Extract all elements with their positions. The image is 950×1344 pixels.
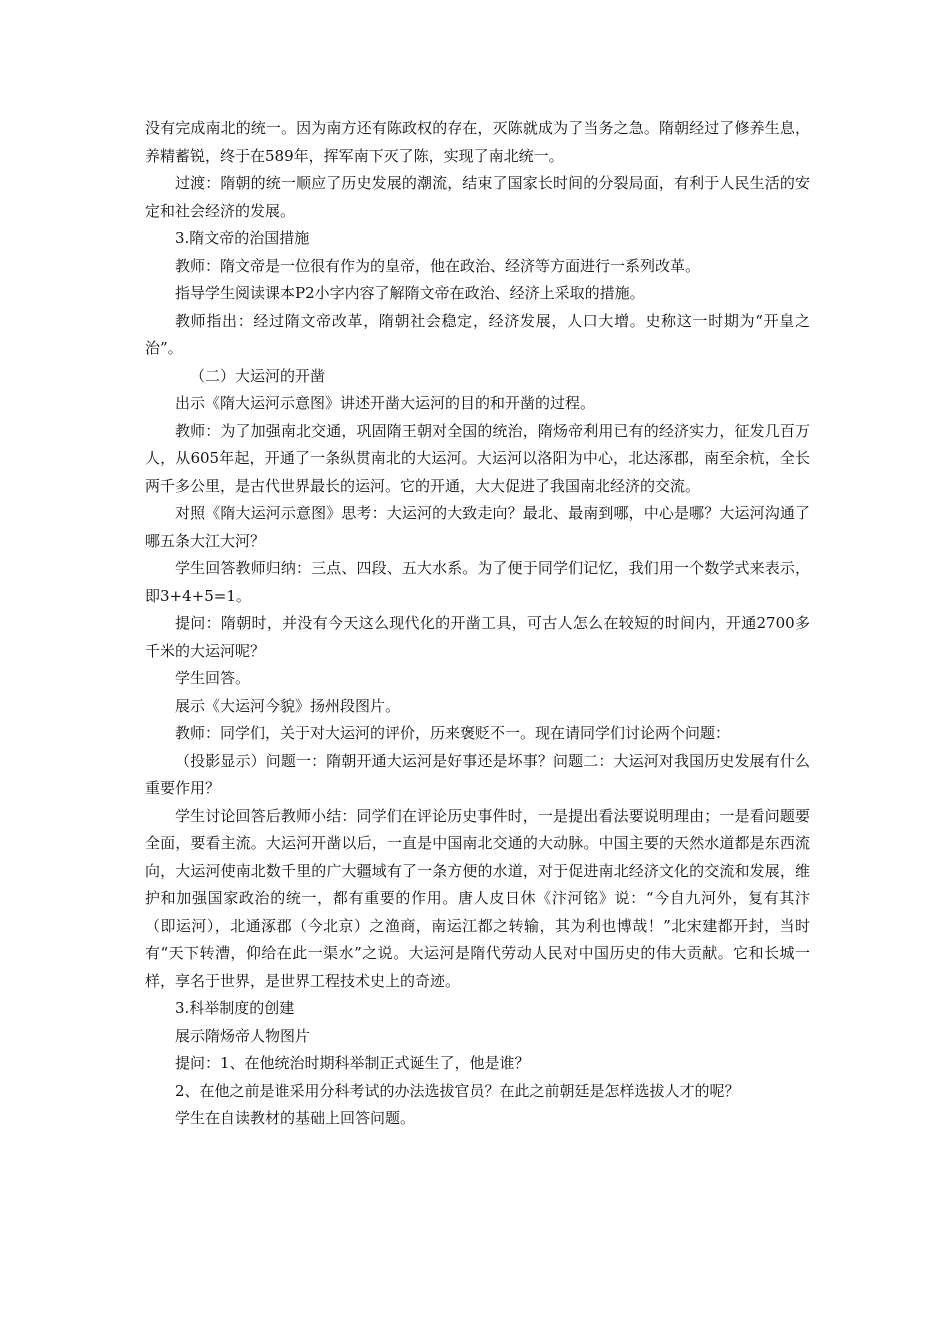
paragraph-kaihuang: 教师指出：经过隋文帝改革，隋朝社会稳定，经济发展，人口大增。史称这一时期为“开皇之治”。 [145,311,810,357]
heading-grand-canal: （二）大运河的开凿 [190,366,326,385]
paragraph-projection-questions: （投影显示）问题一：隋朝开通大运河是好事还是坏事？问题二：大运河对我国历史发展有什么重要作用？ [145,751,810,797]
paragraph-show-yangdi: 展示隋炀帝人物图片 [175,1026,311,1045]
paragraph-show-yangzhou: 展示《大运河今貌》扬州段图片。 [175,696,401,715]
paragraph-self-study: 学生在自读教材的基础上回答问题。 [175,1109,416,1127]
heading-imperial-exam: 3.科举制度的创建 [175,999,295,1017]
paragraph-guide-reading: 指导学生阅读课本P2小字内容了解隋文帝在政治、经济上采取的措施。 [175,284,645,302]
paragraph-transition: 过渡：隋朝的统一顺应了历史发展的潮流，结束了国家长时间的分裂局面，有利于人民生活的安定和社会经济的发展。 [145,174,810,220]
paragraph-teacher-evaluation: 教师：同学们，关于对大运河的评价，历来褒贬不一。现在请同学们讨论两个问题： [175,724,731,742]
paragraph-question-tools: 提问：隋朝时，并没有今天这么现代化的开凿工具，可古人怎么在较短的时间内，开通2700多千米的大运河呢？ [145,614,810,660]
paragraph-teacher-wendi: 教师：隋文帝是一位很有作为的皇帝，他在政治、经济等方面进行一系列改革。 [175,256,701,275]
paragraph-teacher-canal: 教师：为了加强南北交通，巩固隋王朝对全国的统治，隋炀帝利用已有的经济实力，征发几百万人，从605年起，开通了一条纵贯南北的大运河。大运河以洛阳为中心，北达涿郡，南至余杭，全长两千多公里，是古代世界最长的运河。它的开通，大大促进了我国南北经济的交流。 [145,421,810,495]
paragraph-question-two: 2、在他之前是谁采用分科考试的办法选拔官员？在此之前朝廷是怎样选拔人才的呢？ [175,1081,740,1100]
paragraph-summary-formula: 学生回答教师归纳：三点、四段、五大水系。为了便于同学们记忆，我们用一个数学式来表示，即3+4+5=1。 [145,559,810,605]
paragraph-unification-end: 没有完成南北的统一。因为南方还有陈政权的存在，灭陈就成为了当务之急。隋朝经过了修养生息，养精蓄锐，终于在589年，挥军南下灭了陈，实现了南北统一。 [145,119,810,165]
paragraph-students-answer: 学生回答。 [175,669,251,687]
paragraph-think-map: 对照《隋大运河示意图》思考：大运河的大致走向？最北、最南到哪，中心是哪？大运河沟通了哪五条大江大河？ [145,504,810,550]
paragraph-question-one: 提问：1、在他统治时期科举制正式诞生了，他是谁？ [175,1054,530,1072]
paragraph-discussion-summary: 学生讨论回答后教师小结：同学们在评论历史事件时，一是提出看法要说明理由；一是看问题要全面，要看主流。大运河开凿以后，一直是中国南北交通的大动脉。中国主要的天然水道都是东西流向，大运河使南北数千里的广大疆域有了一条方便的水道，对于促进南北经济文化的交流和发展，维护和加强国家政治的统一，都有重要的作用。唐人皮日休《汴河铭》说：“今自九河外，复有其汴（即运河），北通涿郡（今北京）之渔商，南运江都之转输，其为利也博哉！”北宋建都开封，当时有“天下转漕，仰给在此一渠水”之说。大运河是隋代劳动人民对中国历史的伟大贡献。它和长城一样，享名于世界，是世界工程技术史上的奇迹。 [145,806,810,990]
heading-wendi-measures: 3.隋文帝的治国措施 [175,229,310,247]
paragraph-show-map: 出示《隋大运河示意图》讲述开凿大运河的目的和开凿的过程。 [175,394,596,412]
document-page [145,115,810,1133]
